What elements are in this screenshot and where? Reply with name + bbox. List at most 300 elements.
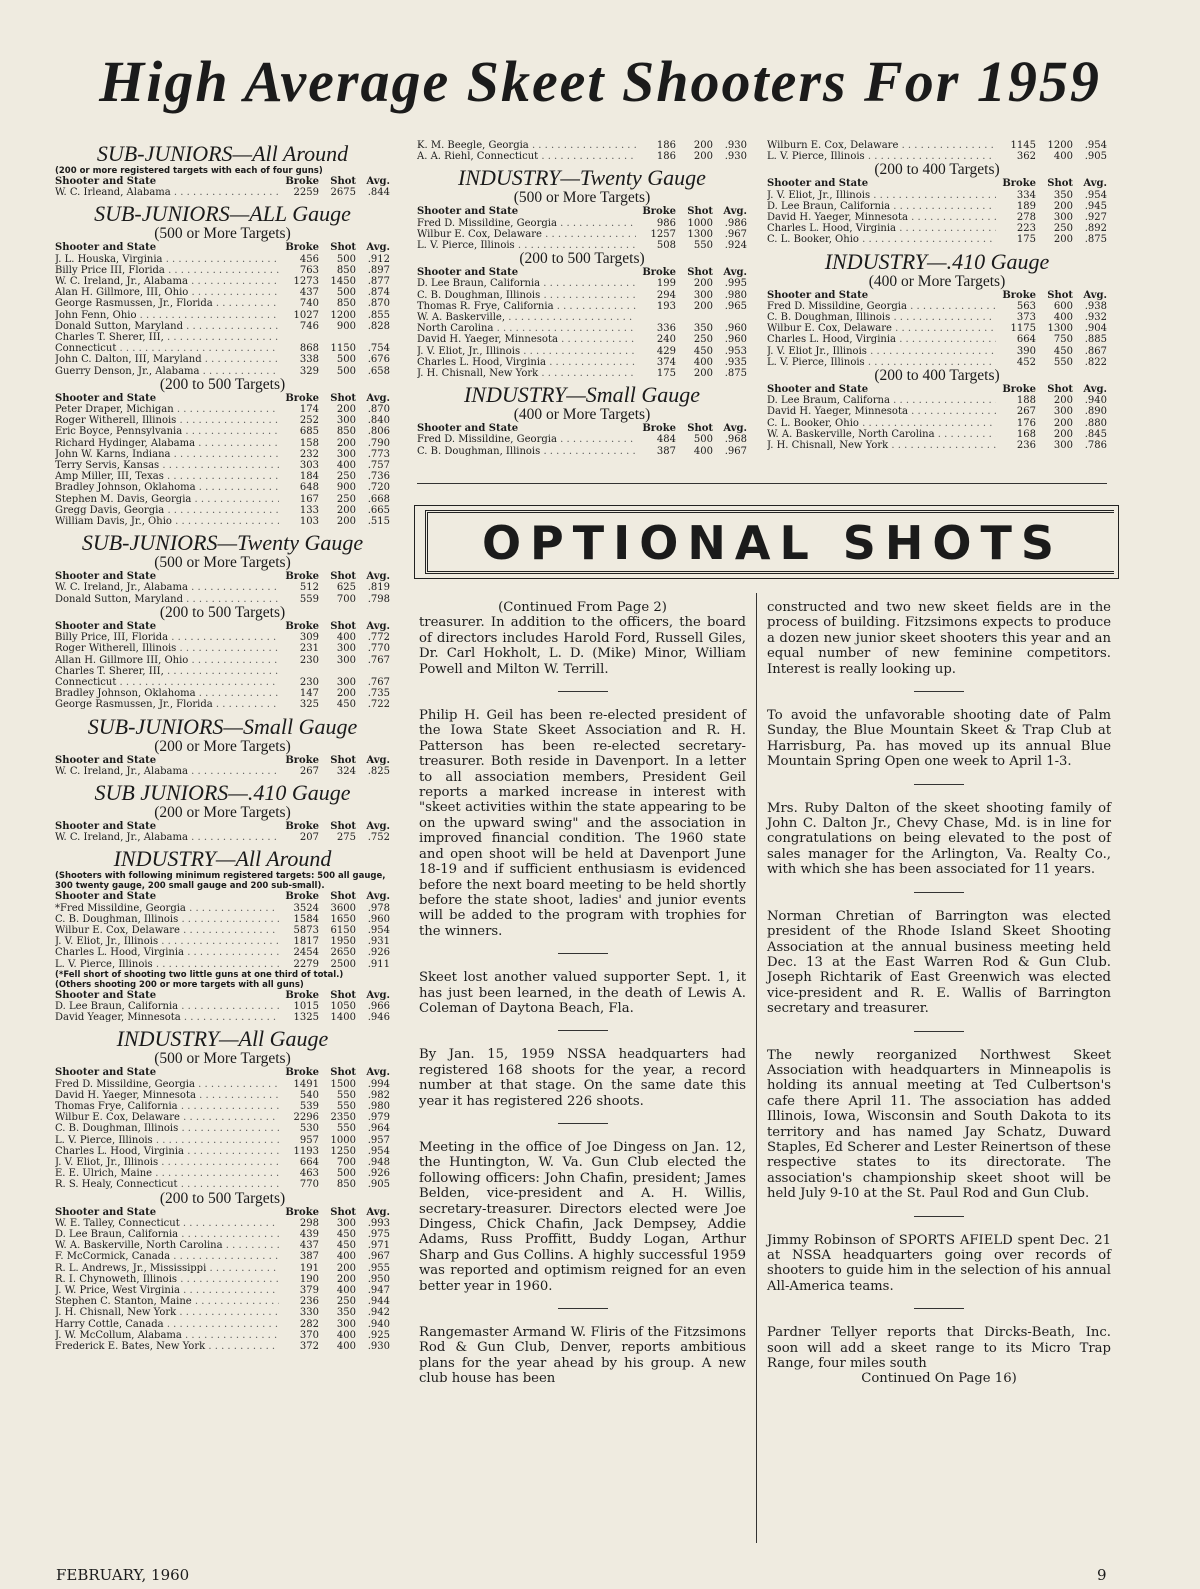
shooter-name: Richard Hydinger, Alabama . . . [55, 438, 279, 449]
shooter-name: George Rasmussen, Jr., Florida . . . [55, 298, 279, 309]
broke-value: 184 [299, 471, 319, 483]
broke-value: 267 [299, 765, 319, 777]
avg-value: .875 [1084, 234, 1107, 246]
avg-value: .980 [724, 289, 747, 301]
header-cell: Broke [285, 176, 319, 187]
table-row [417, 301, 747, 312]
shot-value: 400 [1053, 151, 1073, 163]
table-header [417, 267, 747, 278]
table-row [417, 278, 747, 289]
page-title: High Average Skeet Shooters For 1959 [99, 49, 1101, 114]
header-cell: Avg. [366, 620, 390, 632]
article-paragraph: Norman Chretian of Barrington was elected president of the Rhode Island Skeet Shooting Association at the annual business meeting held Dec. 13 at the East Warren Rod & Gun Club. Joseph Richtarik of East Greenwich was elected vice-president and R. E. Wallis of Barrington secretary and treasurer. [767, 908, 1111, 1017]
paragraph-divider [914, 1031, 964, 1032]
table-row [767, 334, 1107, 345]
shot-value: 3600 [330, 902, 356, 914]
avg-value: .874 [367, 287, 390, 299]
table-row [417, 312, 747, 323]
tables-column-1 [55, 138, 390, 1352]
avg-value: .954 [1084, 140, 1107, 151]
shooter-name: Stephen M. Davis, Georgia . . . [55, 494, 279, 505]
table-row [55, 1179, 390, 1190]
shot-value: 400 [336, 1251, 356, 1263]
shot-value: 200 [693, 140, 713, 151]
shot-value: 300 [1053, 406, 1073, 418]
shot-value: 1200 [330, 309, 356, 321]
shooter-name: J. W. Price, West Virginia . . . [55, 1285, 279, 1296]
header-cell: Avg. [366, 1067, 390, 1079]
table-row [55, 1319, 390, 1330]
shot-value: 1000 [330, 1134, 356, 1146]
column-rule [756, 593, 757, 1543]
shooter-name: F. McCormick, Canada . . . [55, 1251, 279, 1262]
table-row [55, 1012, 390, 1023]
broke-value: 512 [299, 582, 319, 594]
broke-value: 5873 [293, 924, 319, 936]
shooter-name: C. L. Booker, Ohio . . . [767, 418, 996, 429]
shot-value: 2675 [330, 187, 356, 199]
header-cell: Avg. [366, 176, 390, 187]
article-paragraph: To avoid the unfavorable shooting date of Palm Sunday, the Blue Mountain Skeet & Trap Club at Harrisburg, Pa. has moved up its annual Blue Mountain Spring Open one week to April 1-3. [767, 708, 1111, 770]
avg-value: .950 [367, 1273, 390, 1285]
table-row [55, 1123, 390, 1134]
shot-value: 350 [336, 1307, 356, 1319]
table-row [55, 516, 390, 527]
shot-value: 6150 [330, 924, 356, 936]
table-row [767, 395, 1107, 406]
table-row [55, 1240, 390, 1251]
table-row [767, 418, 1107, 429]
shot-value: 1500 [330, 1078, 356, 1090]
header-cell: Broke [285, 820, 319, 832]
table-row [417, 151, 747, 162]
table-header [55, 891, 390, 902]
broke-value: 508 [656, 240, 676, 252]
shooter-name: Charles L. Hood, Virginia . . . [55, 1146, 279, 1157]
table-row [417, 229, 747, 240]
shooter-name: D. Lee Braun, California . . . [55, 1229, 279, 1240]
header-cell: Broke [285, 571, 319, 583]
table-row [55, 1079, 390, 1090]
header-cell: Shooter and State [55, 242, 157, 254]
avg-value: .515 [367, 516, 390, 528]
article-column-right [767, 600, 1111, 1387]
shot-value: 1450 [330, 276, 356, 288]
shot-value: 200 [336, 1262, 356, 1274]
broke-value: 2259 [293, 187, 319, 199]
broke-value: 232 [299, 448, 319, 460]
avg-value: .975 [367, 1229, 390, 1240]
avg-value: .980 [367, 1100, 390, 1112]
avg-value: .825 [367, 765, 390, 777]
broke-value: 370 [299, 1329, 319, 1341]
section-title: INDUSTRY—Twenty Gauge [458, 165, 706, 191]
avg-value: .767 [367, 654, 390, 666]
paragraph-divider [914, 1308, 964, 1309]
avg-value: .940 [367, 1318, 390, 1330]
shot-value: 550 [336, 1089, 356, 1101]
header-cell: Shooter and State [55, 571, 157, 583]
shooter-name: Allan H. Gillmore III, Ohio . . . [55, 655, 279, 666]
table-row [55, 1112, 390, 1123]
shooter-name: Roger Witherell, Illinois . . . [55, 643, 279, 654]
avg-value: .954 [367, 924, 390, 936]
table-row [55, 947, 390, 958]
shooter-name: L. V. Pierce, Illinois . . . [417, 240, 636, 251]
shot-value: 625 [336, 582, 356, 594]
section-title: SUB-JUNIORS—Twenty Gauge [81, 530, 364, 556]
header-cell: Avg. [366, 242, 390, 254]
table-row [55, 677, 390, 688]
avg-value: .720 [367, 482, 390, 494]
avg-value: .890 [1084, 406, 1107, 418]
shooter-name: W. E. Talley, Connecticut . . . [55, 1218, 279, 1229]
table-header [417, 206, 747, 217]
table-row [55, 354, 390, 365]
avg-value: .735 [367, 688, 390, 700]
avg-value: .665 [367, 504, 390, 516]
header-cell: Broke [285, 242, 319, 254]
table-row [55, 415, 390, 426]
table-row [55, 766, 390, 777]
avg-value: .930 [724, 140, 747, 151]
table-row [55, 1101, 390, 1112]
shot-value: 900 [336, 482, 356, 494]
broke-value: 267 [1016, 406, 1036, 418]
table-row [55, 1263, 390, 1274]
shot-value: 400 [336, 1285, 356, 1297]
table-row [55, 643, 390, 654]
table-row [55, 1330, 390, 1341]
header-cell: Avg. [366, 989, 390, 1001]
shot-value: 300 [336, 415, 356, 427]
shot-value: 275 [336, 832, 356, 844]
table-row [55, 959, 390, 970]
shooter-name: Wilbur E. Cox, Delaware . . . [417, 229, 636, 240]
shooter-name: C. B. Doughman, Illinois . . . [417, 446, 636, 457]
broke-value: 325 [299, 699, 319, 711]
shot-value [676, 312, 713, 323]
shooter-name: W. C. Irleand, Alabama . . . [55, 187, 279, 198]
shooter-name: Wilbur E. Cox, Delaware . . . [767, 323, 996, 334]
broke-value: 236 [299, 1296, 319, 1308]
header-cell: Avg. [366, 820, 390, 832]
shooter-name: Donald Sutton, Maryland . . . [55, 321, 279, 332]
paragraph-divider [558, 1030, 608, 1031]
shot-value: 450 [336, 1240, 356, 1252]
shooter-name: Eric Boyce, Pennsylvania . . . [55, 426, 279, 437]
broke-value: 1817 [293, 936, 319, 948]
table-row [55, 1251, 390, 1262]
shot-value: 350 [693, 323, 713, 335]
target-range-heading: (500 or More Targets) [154, 1050, 291, 1068]
table-row [55, 688, 390, 699]
table-row [55, 1274, 390, 1285]
shooter-name: D. Lee Braun, California . . . [55, 1001, 279, 1012]
header-cell: Broke [642, 423, 676, 435]
section-note: (Shooters with following minimum registered targets: 500 all gauge, 300 twenty gauge, 200 small gauge and 200 sub-small). [55, 871, 386, 892]
table-row [55, 1001, 390, 1012]
shot-value: 300 [336, 654, 356, 666]
avg-value: .867 [1084, 345, 1107, 357]
shot-value: 300 [693, 289, 713, 301]
shooter-name: David H. Yaeger, Minnesota . . . [767, 406, 996, 417]
header-cell: Shooter and State [767, 384, 869, 396]
header-cell: Shot [330, 392, 356, 404]
shooter-name: John W. Karns, Indiana . . . [55, 449, 279, 460]
broke-value: 1273 [293, 276, 319, 288]
shooter-name: Thomas Frye, California . . . [55, 1101, 279, 1112]
table-row [55, 582, 390, 593]
shooter-name: C. B. Doughman, Illinois . . . [55, 914, 279, 925]
header-cell: Avg. [1083, 178, 1107, 190]
shot-value: 2500 [330, 958, 356, 970]
shot-value: 200 [693, 278, 713, 290]
avg-value: .967 [724, 445, 747, 457]
avg-value: .904 [1084, 323, 1107, 335]
header-cell: Shooter and State [55, 1206, 157, 1218]
article-column-left [419, 600, 746, 1387]
shooter-name: W. C. Ireland, Jr., Alabama . . . [55, 766, 279, 777]
shot-value: 1950 [330, 936, 356, 948]
shooter-name: David H. Yaeger, Minnesota . . . [767, 212, 996, 223]
section-title: SUB JUNIORS—.410 Gauge [94, 779, 351, 805]
table-row [767, 140, 1107, 151]
header-cell: Shot [330, 176, 356, 187]
table-row [55, 925, 390, 936]
table-row [55, 187, 390, 198]
avg-value: .926 [367, 947, 390, 959]
table-row [417, 446, 747, 457]
broke-value: 387 [656, 445, 676, 457]
shot-value: 400 [1053, 312, 1073, 324]
avg-value: .954 [367, 1145, 390, 1157]
issue-date: FEBRUARY, 1960 [56, 1566, 190, 1584]
shooter-name: Fred D. Missildine, Georgia . . . [417, 218, 636, 229]
broke-value: 484 [656, 434, 676, 446]
shooter-name: Billy Price III, Florida . . . [55, 265, 279, 276]
paragraph-divider [558, 691, 608, 692]
broke-value: 186 [656, 151, 676, 163]
article-paragraph: Jimmy Robinson of SPORTS AFIELD spent Dec. 21 at NSSA headquarters going over records of shooters to guide him in the selection of his annual All-America teams. [767, 1232, 1111, 1294]
shot-value: 1300 [1047, 323, 1073, 335]
avg-value: .806 [367, 426, 390, 438]
table-row [767, 223, 1107, 234]
table-row [55, 832, 390, 843]
avg-value: .786 [1084, 440, 1107, 452]
tables-column-3 [767, 140, 1107, 451]
shooter-name: L. V. Pierce, Illinois . . . [767, 151, 996, 162]
table-row [767, 212, 1107, 223]
shot-value: 324 [336, 765, 356, 777]
avg-value: .942 [367, 1307, 390, 1319]
table-row [55, 482, 390, 493]
shooter-name: Peter Draper, Michigan . . . [55, 404, 279, 415]
broke-value: 770 [299, 1179, 319, 1191]
shot-value: 850 [336, 426, 356, 438]
shooter-name: *Fred Missildine, Georgia . . . [55, 903, 279, 914]
avg-value: .960 [367, 913, 390, 925]
shooter-name: Alan H. Gillmore, III, Ohio . . . [55, 287, 279, 298]
broke-value: 338 [299, 354, 319, 366]
broke-value: 3524 [293, 902, 319, 914]
table-row [767, 406, 1107, 417]
page-number: 9 [1097, 1566, 1107, 1584]
broke-value: 189 [1016, 200, 1036, 212]
table-row [55, 449, 390, 460]
shooter-name: David H. Yaeger, Minnesota . . . [417, 334, 636, 345]
shot-value: 300 [336, 448, 356, 460]
header-cell: Broke [1002, 384, 1036, 396]
shot-value: 500 [336, 287, 356, 299]
header-cell: Broke [285, 1067, 319, 1079]
broke-value: 387 [299, 1251, 319, 1263]
table-row [767, 201, 1107, 212]
shooter-name: Roger Witherell, Illinois . . . [55, 415, 279, 426]
section-divider-line [417, 483, 1107, 484]
shooter-name: J. H. Chisnall, New York . . . [417, 368, 636, 379]
avg-value: .954 [1084, 189, 1107, 201]
header-cell: Shooter and State [55, 1067, 157, 1079]
table-row [55, 1296, 390, 1307]
shooter-name: W. C. Ireland, Jr., Alabama . . . [55, 276, 279, 287]
header-cell: Shooter and State [55, 989, 157, 1001]
table-row [417, 334, 747, 345]
header-cell: Shot [330, 989, 356, 1001]
table-header [55, 393, 390, 404]
broke-value: 303 [299, 460, 319, 472]
target-range-heading: (200 to 400 Targets) [874, 367, 1000, 385]
broke-value: 207 [299, 832, 319, 844]
section-title: SUB-JUNIORS—Small Gauge [87, 713, 358, 739]
table-row [55, 936, 390, 947]
shot-value: 400 [336, 1329, 356, 1341]
shot-value: 450 [693, 345, 713, 357]
shot-value: 400 [693, 356, 713, 368]
shooter-name: A. A. Riehl, Connecticut . . . [417, 151, 636, 162]
shot-value: 1000 [687, 217, 713, 229]
shot-value: 500 [336, 253, 356, 265]
shooter-name: C. B. Doughman, Illinois . . . [55, 1123, 279, 1134]
broke-value: 167 [299, 493, 319, 505]
broke-value: 379 [299, 1285, 319, 1297]
broke-value: 223 [1016, 223, 1036, 235]
shot-value: 250 [336, 493, 356, 505]
shooter-name: Harry Cottle, Canada . . . [55, 1319, 279, 1330]
target-range-heading: (200 or More Targets) [154, 737, 291, 755]
article-paragraph: Skeet lost another valued supporter Sept. 1, it has just been learned, in the death of Lewis A. Coleman of Daytona Beach, Fla. [419, 970, 746, 1016]
broke-value: 463 [299, 1168, 319, 1180]
header-cell: Broke [285, 754, 319, 766]
article-paragraph: (Continued From Page 2) [498, 600, 667, 615]
broke-value: 530 [299, 1123, 319, 1135]
avg-value: .971 [367, 1240, 390, 1252]
shooter-name: J. H. Chisnall, New York . . . [55, 1307, 279, 1318]
shot-value: 200 [336, 1273, 356, 1285]
target-range-heading: (200 to 500 Targets) [159, 375, 286, 393]
paragraph-divider [558, 1123, 608, 1124]
avg-value: .767 [367, 676, 390, 688]
shot-value: 200 [693, 300, 713, 312]
shooter-name: J. V. Eliot, Jr., Illinois . . . [55, 936, 279, 947]
table-row [55, 298, 390, 309]
header-cell: Shot [330, 820, 356, 832]
paragraph-divider [914, 691, 964, 692]
shooter-name: Charles T. Sherer, III, . . . [55, 332, 279, 343]
avg-value: .955 [367, 1262, 390, 1274]
header-cell: Shooter and State [55, 176, 157, 187]
avg-value: .948 [367, 1156, 390, 1168]
shooter-name: North Carolina . . . [417, 323, 636, 334]
table-row [55, 666, 390, 677]
shooter-name: J. V. Eliot, Jr., Illinois . . . [55, 1157, 279, 1168]
header-cell: Avg. [366, 754, 390, 766]
table-row [55, 471, 390, 482]
header-cell: Shot [687, 267, 713, 279]
target-range-heading: (500 or More Targets) [154, 554, 291, 572]
section-title: SUB-JUNIORS—All Around [96, 141, 349, 166]
avg-value: .658 [367, 365, 390, 377]
table-row [55, 1229, 390, 1240]
shot-value: 850 [336, 1179, 356, 1191]
broke-value: 186 [656, 140, 676, 151]
avg-value: .930 [367, 1341, 390, 1353]
broke-value: 559 [299, 593, 319, 605]
table-row [55, 1157, 390, 1168]
table-row [55, 494, 390, 505]
broke-value: 176 [1016, 417, 1036, 429]
broke-value: 1325 [293, 1012, 319, 1024]
header-cell: Broke [285, 392, 319, 404]
shot-value: 200 [1053, 200, 1073, 212]
table-header [55, 755, 390, 766]
shooter-name: Bradley Johnson, Oklahoma . . . [55, 688, 279, 699]
header-cell: Shot [330, 571, 356, 583]
table-row [417, 368, 747, 379]
header-cell: Avg. [723, 267, 747, 279]
broke-value: 230 [299, 676, 319, 688]
paragraph-divider [558, 1308, 608, 1309]
continued-note: Continued On Page 16) [861, 1371, 1017, 1387]
header-cell: Avg. [366, 392, 390, 404]
table-row [55, 505, 390, 516]
broke-value: 373 [1016, 312, 1036, 324]
avg-value: .773 [367, 448, 390, 460]
shot-value: 1250 [330, 1145, 356, 1157]
table-row [417, 290, 747, 301]
shooter-name: Billy Price, III, Florida . . . [55, 632, 279, 643]
shooter-name: Wilbur E. Cox, Delaware . . . [55, 1112, 279, 1123]
header-cell: Avg. [366, 571, 390, 583]
shot-value: 750 [1053, 334, 1073, 346]
shot-value: 250 [693, 334, 713, 346]
shooter-name: Charles L. Hood, Virginia . . . [767, 223, 996, 234]
shot-value: 400 [336, 1341, 356, 1353]
table-row [767, 312, 1107, 323]
avg-value: .946 [367, 1012, 390, 1024]
shot-value: 450 [336, 1229, 356, 1240]
broke-value: 2454 [293, 947, 319, 959]
shot-value: 300 [336, 1318, 356, 1330]
shooter-name: J. L. Houska, Virginia . . . [55, 254, 279, 265]
broke-value: 372 [299, 1341, 319, 1353]
table-row [55, 632, 390, 643]
avg-value: .752 [367, 832, 390, 844]
shooter-name: Thomas R. Frye, California . . . [417, 301, 636, 312]
avg-value: .927 [1084, 212, 1107, 224]
avg-value: .845 [1084, 428, 1107, 440]
shot-value: 500 [336, 354, 356, 366]
